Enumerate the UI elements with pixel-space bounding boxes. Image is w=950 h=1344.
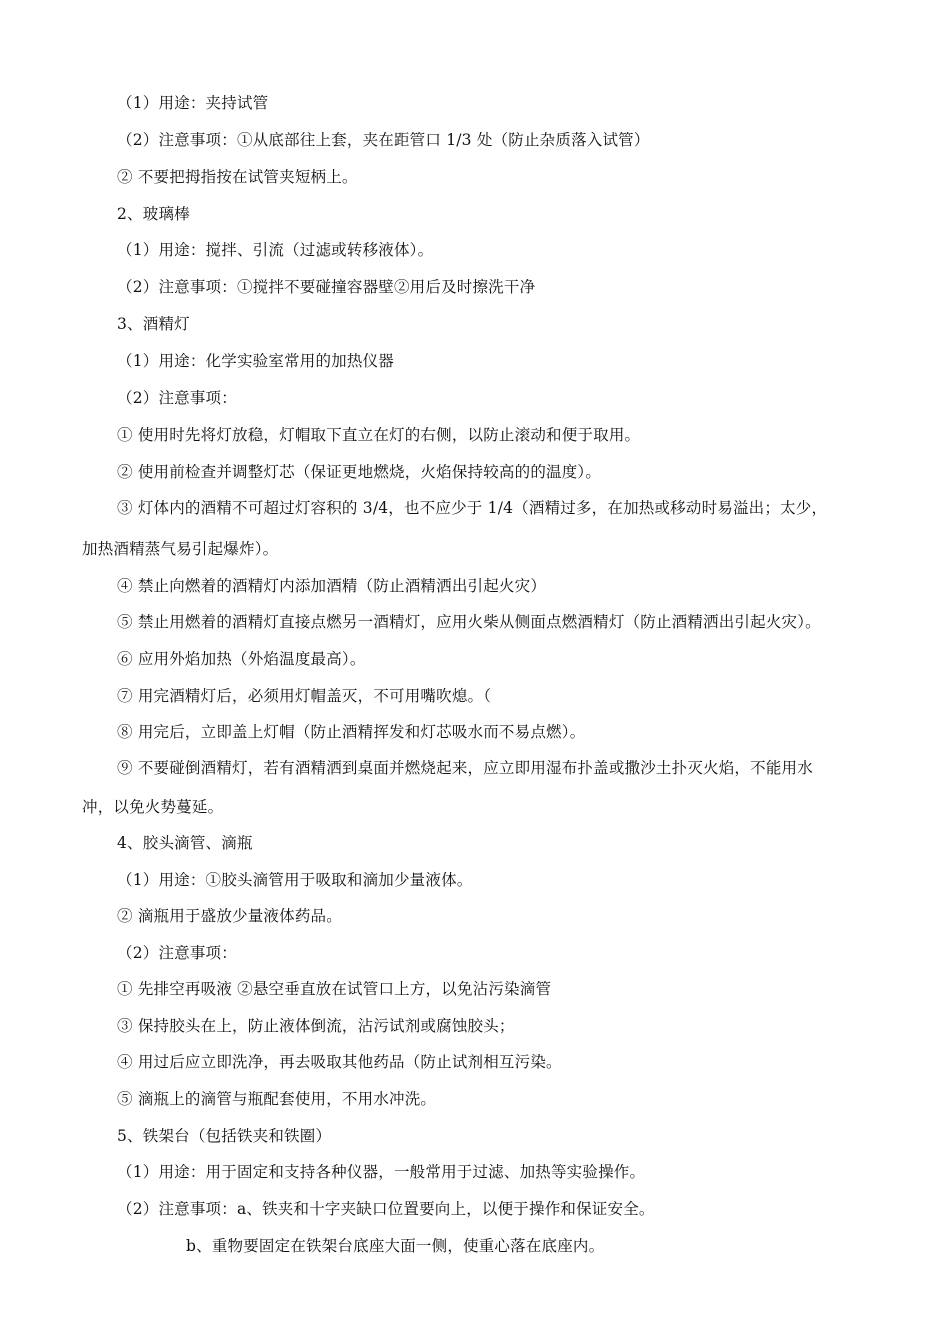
text-line: ⑤ 禁止用燃着的酒精灯直接点燃另一酒精灯，应用火柴从侧面点燃酒精灯（防止酒精洒出引起火灾）。 <box>117 613 821 631</box>
text-line: （1）用途：夹持试管 <box>117 94 269 112</box>
text-line: ③ 灯体内的酒精不可超过灯容积的 3/4，也不应少于 1/4（酒精过多，在加热或移动时易溢出；太少， <box>117 499 828 517</box>
text-line: （1）用途：①胶头滴管用于吸取和滴加少量液体。 <box>117 871 473 889</box>
text-line: ④ 禁止向燃着的酒精灯内添加酒精（防止酒精洒出引起火灾） <box>117 577 547 595</box>
text-line: （2）注意事项： <box>117 389 237 407</box>
section-heading: 3、酒精灯 <box>117 315 190 333</box>
text-line: （2）注意事项： <box>117 944 237 962</box>
text-line: ② 滴瓶用于盛放少量液体药品。 <box>117 907 342 925</box>
text-line: ① 先排空再吸液 ②悬空垂直放在试管口上方，以免沾污染滴管 <box>117 980 552 998</box>
text-line: ⑧ 用完后，立即盖上灯帽（防止酒精挥发和灯芯吸水而不易点燃）。 <box>117 723 586 741</box>
text-line: ⑤ 滴瓶上的滴管与瓶配套使用，不用水冲洗。 <box>117 1090 437 1108</box>
text-line: （2）注意事项：①从底部往上套，夹在距管口 1/3 处（防止杂质落入试管） <box>117 131 650 149</box>
text-line: ② 使用前检查并调整灯芯（保证更地燃烧，火焰保持较高的的温度）。 <box>117 463 602 481</box>
text-line: ② 不要把拇指按在试管夹短柄上。 <box>117 168 358 186</box>
text-line: ③ 保持胶头在上，防止液体倒流，沾污试剂或腐蚀胶头； <box>117 1017 515 1035</box>
text-line: （1）用途：化学实验室常用的加热仪器 <box>117 352 394 370</box>
text-line: （1）用途：搅拌、引流（过滤或转移液体）。 <box>117 241 434 259</box>
text-line: （2）注意事项：①搅拌不要碰撞容器壁②用后及时擦洗干净 <box>117 278 536 296</box>
text-line: （2）注意事项：a、铁夹和十字夹缺口位置要向上，以便于操作和保证安全。 <box>117 1200 655 1218</box>
section-heading: 5、铁架台（包括铁夹和铁圈） <box>117 1127 332 1145</box>
text-line: （1）用途：用于固定和支持各种仪器，一般常用于过滤、加热等实验操作。 <box>117 1163 646 1181</box>
text-line: ⑨ 不要碰倒酒精灯，若有酒精洒到桌面并燃烧起来，应立即用湿布扑盖或撒沙土扑灭火焰，不能用水 <box>117 759 813 777</box>
text-line: ⑦ 用完酒精灯后，必须用灯帽盖灭，不可用嘴吹熄。（ <box>117 687 492 705</box>
text-line: 冲，以免火势蔓延。 <box>82 798 224 816</box>
text-line: ① 使用时先将灯放稳，灯帽取下直立在灯的右侧，以防止滚动和便于取用。 <box>117 426 641 444</box>
text-line: ⑥ 应用外焰加热（外焰温度最高）。 <box>117 650 366 668</box>
text-line: 加热酒精蒸气易引起爆炸）。 <box>82 540 279 558</box>
text-line: b、重物要固定在铁架台底座大面一侧，使重心落在底座内。 <box>186 1237 605 1255</box>
section-heading: 4、胶头滴管、滴瓶 <box>117 834 253 852</box>
section-heading: 2、玻璃棒 <box>117 205 190 223</box>
text-line: ④ 用过后应立即洗净，再去吸取其他药品（防止试剂相互污染。 <box>117 1053 562 1071</box>
